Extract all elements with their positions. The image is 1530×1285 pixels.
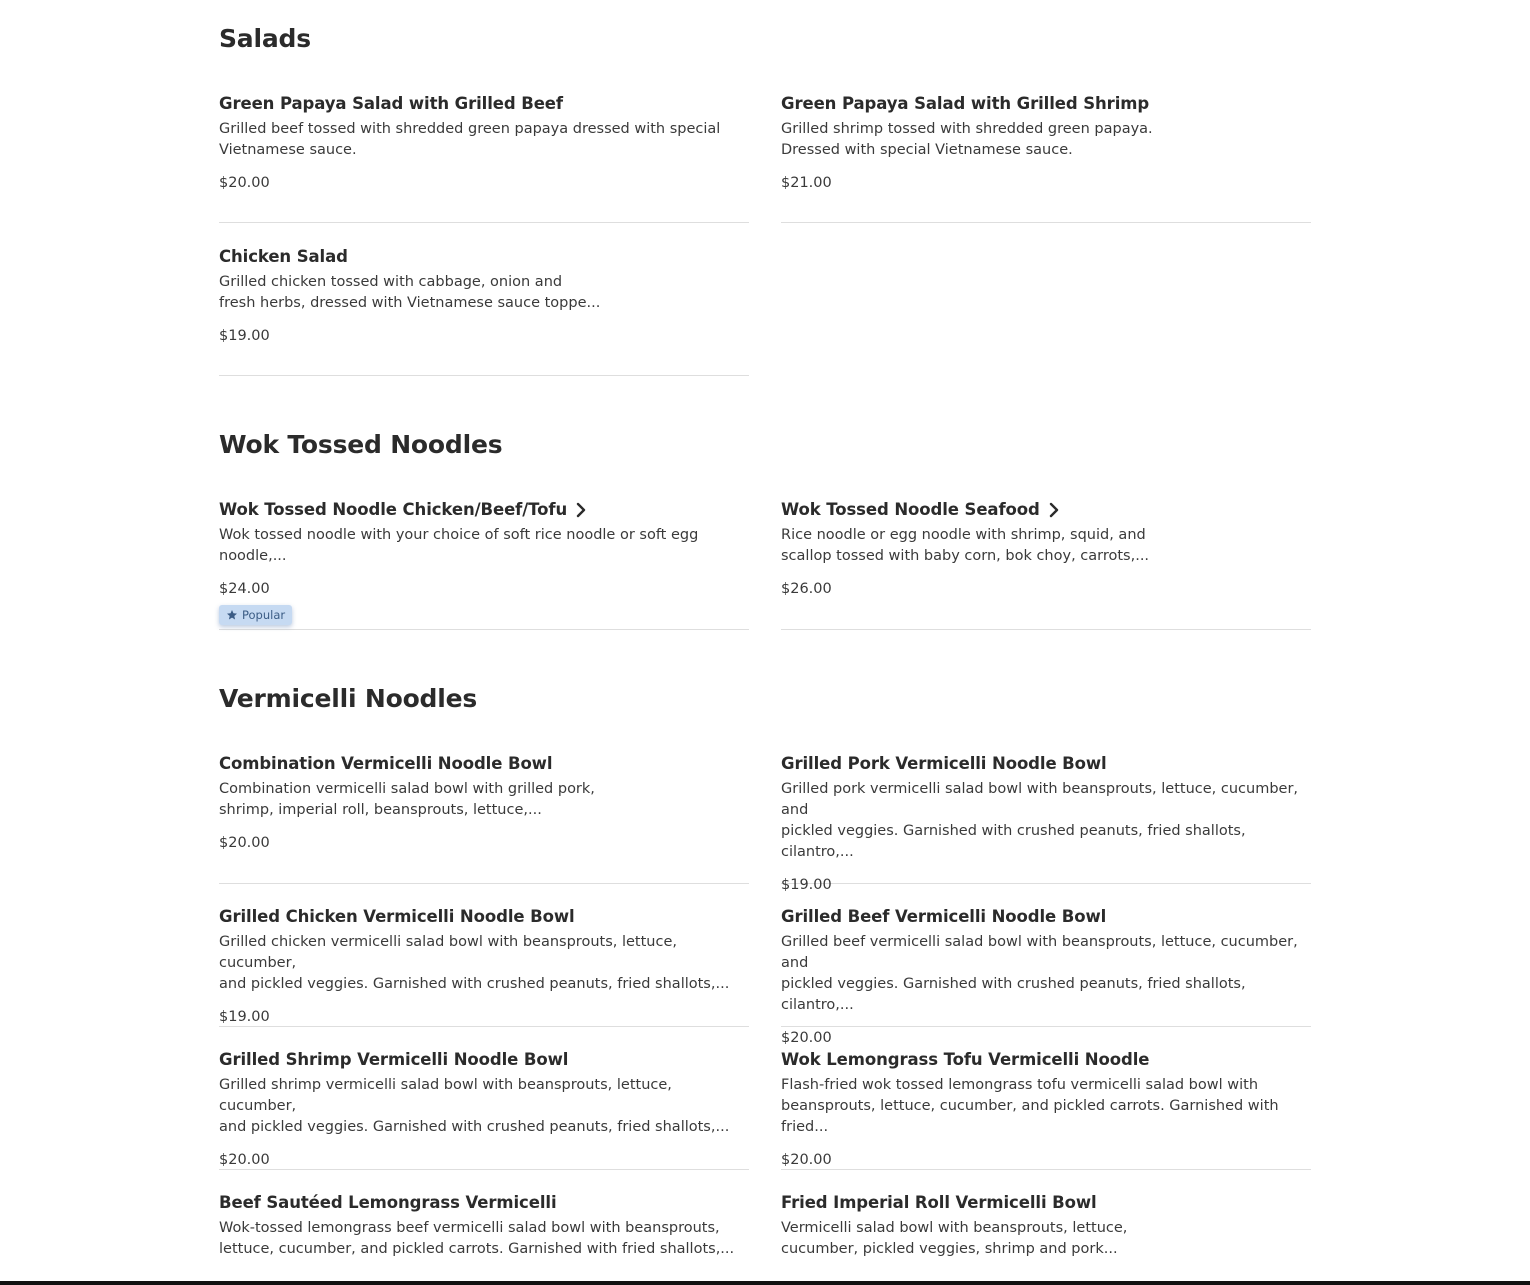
menu-item[interactable]	[781, 907, 1311, 1046]
menu-item[interactable]	[219, 754, 749, 884]
star-icon	[226, 609, 238, 621]
menu-item[interactable]	[219, 1050, 749, 1170]
desc-line: Wok tossed noodle with your choice of soft rice noodle or soft egg noodle,...	[219, 527, 699, 564]
desc-line: Grilled pork vermicelli salad bowl with beansprouts, lettuce, cucumber, and	[781, 781, 1299, 818]
desc-line: Grilled shrimp vermicelli salad bowl with beansprouts, lettuce, cucumber,	[219, 1077, 672, 1114]
menu-item[interactable]	[219, 500, 749, 630]
item-description	[781, 1075, 1311, 1138]
badge-label: Popular	[242, 608, 286, 622]
menu-item[interactable]	[219, 907, 749, 1027]
item-name: Wok Tossed Noodle Chicken/Beef/Tofu	[219, 500, 568, 519]
item-description	[781, 119, 1311, 161]
desc-line: and pickled veggies. Garnished with crushed peanuts, fried shallots,...	[219, 976, 730, 992]
section-title-vermicelli-noodles: Vermicelli Noodles	[219, 684, 478, 713]
item-name: Wok Tossed Noodle Seafood	[781, 500, 1040, 519]
item-price: $20.00	[781, 1030, 832, 1046]
desc-line: scallop tossed with baby corn, bok choy, carrots,...	[781, 548, 1150, 564]
desc-line: fresh herbs, dressed with Vietnamese sauce toppe...	[219, 295, 601, 311]
desc-line: Wok-tossed lemongrass beef vermicelli salad bowl with beansprouts,	[219, 1220, 720, 1236]
item-description	[781, 932, 1311, 1016]
bottom-edge-bar	[0, 1281, 1530, 1285]
chevron-right-icon	[575, 502, 587, 518]
item-name: Green Papaya Salad with Grilled Beef	[219, 94, 563, 113]
item-name-row	[781, 500, 1311, 519]
menu-item[interactable]	[219, 94, 749, 223]
desc-line: Combination vermicelli salad bowl with grilled pork,	[219, 781, 595, 797]
item-name: Fried Imperial Roll Vermicelli Bowl	[781, 1193, 1097, 1212]
desc-line: Grilled chicken tossed with cabbage, onion and	[219, 274, 563, 290]
item-description	[781, 525, 1311, 567]
menu-item[interactable]	[781, 94, 1311, 223]
menu-item[interactable]	[781, 1193, 1311, 1285]
item-name: Combination Vermicelli Noodle Bowl	[219, 754, 553, 773]
item-description	[219, 1075, 749, 1138]
item-description	[781, 779, 1311, 863]
desc-line: Grilled chicken vermicelli salad bowl with beansprouts, lettuce, cucumber,	[219, 934, 677, 971]
desc-line: Rice noodle or egg noodle with shrimp, squid, and	[781, 527, 1146, 543]
desc-line: and pickled veggies. Garnished with crushed peanuts, fried shallots,...	[219, 1119, 730, 1135]
item-price: $20.00	[219, 1152, 270, 1168]
desc-line: Dressed with special Vietnamese sauce.	[781, 142, 1073, 158]
menu-item[interactable]	[219, 247, 749, 376]
item-price: $20.00	[219, 835, 270, 851]
desc-line: beansprouts, lettuce, cucumber, and pickled carrots. Garnished with fried...	[781, 1098, 1279, 1135]
item-description	[781, 1218, 1311, 1260]
desc-line: Grilled beef tossed with shredded green papaya dressed with special	[219, 121, 721, 137]
item-description	[219, 525, 749, 567]
desc-line: cucumber, pickled veggies, shrimp and pork...	[781, 1241, 1118, 1257]
item-price: $24.00	[219, 581, 270, 597]
item-price: $19.00	[219, 328, 270, 344]
desc-line: Grilled beef vermicelli salad bowl with beansprouts, lettuce, cucumber, and	[781, 934, 1298, 971]
chevron-right-icon	[1048, 502, 1060, 518]
item-name: Green Papaya Salad with Grilled Shrimp	[781, 94, 1150, 113]
item-name: Grilled Chicken Vermicelli Noodle Bowl	[219, 907, 575, 926]
item-name: Chicken Salad	[219, 247, 348, 266]
desc-line: Flash-fried wok tossed lemongrass tofu vermicelli salad bowl with	[781, 1077, 1259, 1093]
desc-line: Vermicelli salad bowl with beansprouts, lettuce,	[781, 1220, 1128, 1236]
item-description	[219, 1218, 749, 1260]
item-price: $21.00	[781, 175, 832, 191]
menu-item[interactable]	[219, 1193, 749, 1285]
item-name: Wok Lemongrass Tofu Vermicelli Noodle	[781, 1050, 1150, 1069]
item-name: Grilled Shrimp Vermicelli Noodle Bowl	[219, 1050, 569, 1069]
menu-item[interactable]	[781, 1050, 1311, 1170]
desc-line: Vietnamese sauce.	[219, 142, 357, 158]
item-description	[219, 779, 749, 821]
desc-line: pickled veggies. Garnished with crushed peanuts, fried shallots, cilantro,...	[781, 976, 1246, 1013]
desc-line: pickled veggies. Garnished with crushed peanuts, fried shallots, cilantro,...	[781, 823, 1246, 860]
item-name-row	[219, 500, 749, 519]
item-name: Grilled Beef Vermicelli Noodle Bowl	[781, 907, 1107, 926]
item-name: Grilled Pork Vermicelli Noodle Bowl	[781, 754, 1107, 773]
item-description	[219, 119, 749, 161]
menu-item[interactable]	[781, 754, 1311, 893]
desc-line: shrimp, imperial roll, beansprouts, lettuce,...	[219, 802, 542, 818]
section-title-wok-tossed-noodles: Wok Tossed Noodles	[219, 430, 503, 459]
popular-badge	[219, 605, 292, 625]
menu-item[interactable]	[781, 500, 1311, 630]
item-price: $26.00	[781, 581, 832, 597]
section-title-salads: Salads	[219, 24, 311, 53]
item-description	[219, 932, 749, 995]
item-price: $20.00	[781, 1152, 832, 1168]
item-price: $20.00	[219, 175, 270, 191]
item-price: $19.00	[219, 1009, 270, 1025]
desc-line: Grilled shrimp tossed with shredded green papaya.	[781, 121, 1153, 137]
desc-line: lettuce, cucumber, and pickled carrots. Garnished with fried shallots,...	[219, 1241, 735, 1257]
item-price: $19.00	[781, 877, 832, 893]
item-name: Beef Sautéed Lemongrass Vermicelli	[219, 1193, 557, 1212]
item-description	[219, 272, 749, 314]
